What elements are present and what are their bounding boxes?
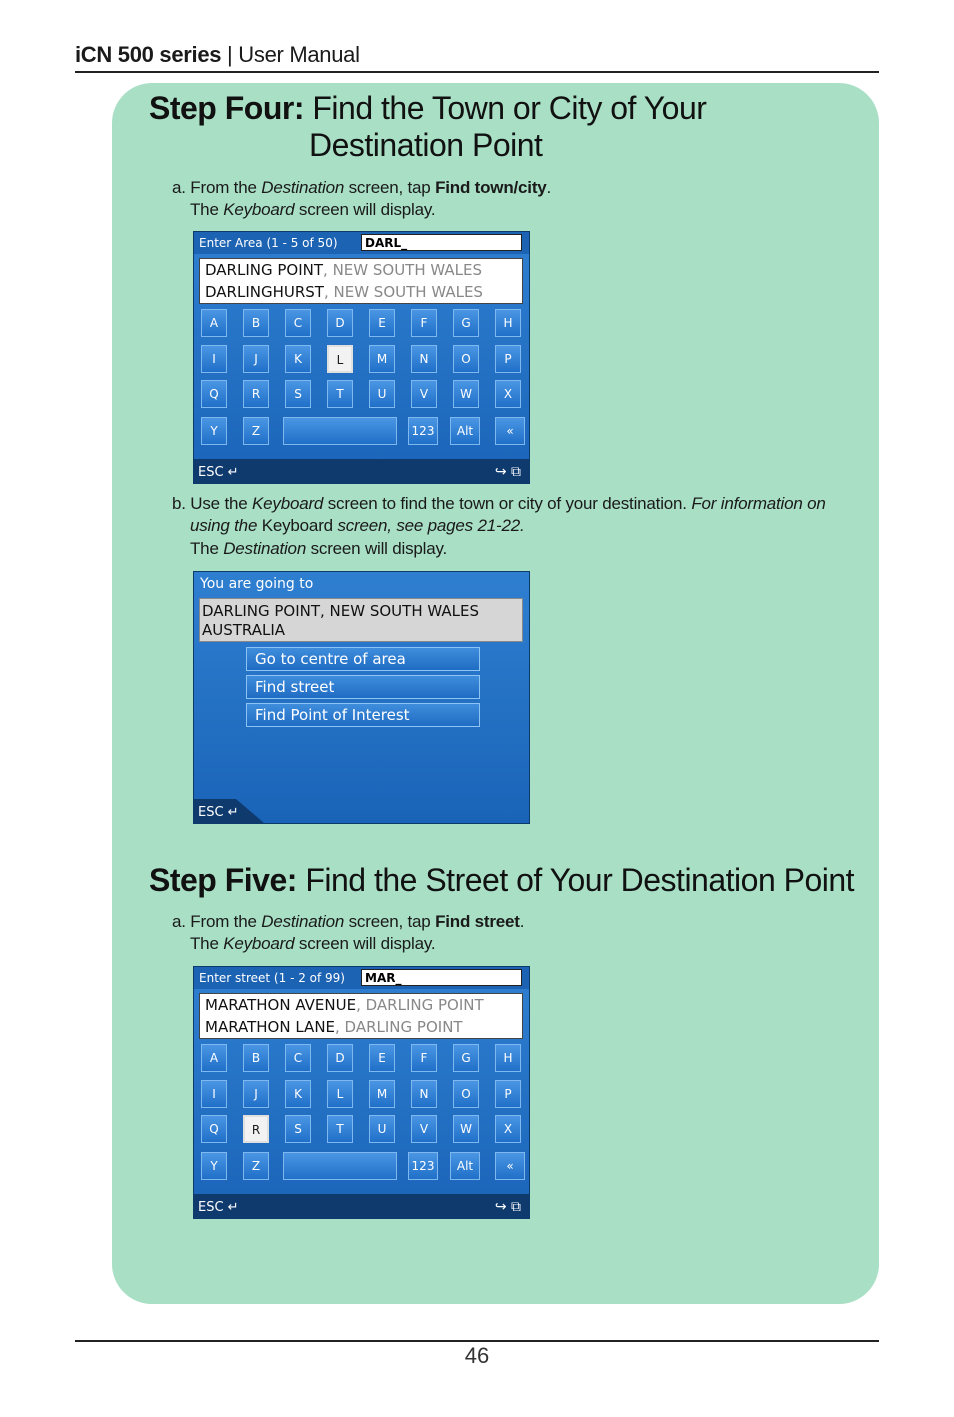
keyboard-bottombar bbox=[194, 1194, 529, 1218]
text: screen, tap bbox=[344, 912, 436, 931]
key-d[interactable]: D bbox=[327, 309, 353, 337]
key-z[interactable]: Z bbox=[243, 417, 269, 445]
list-item[interactable] bbox=[205, 1018, 463, 1036]
text: Keyboard bbox=[261, 516, 333, 535]
key-a[interactable]: A bbox=[201, 1044, 227, 1072]
key-w[interactable]: W bbox=[453, 380, 479, 408]
step-five-label: Step Five: bbox=[149, 862, 297, 898]
page-number: 46 bbox=[464, 1343, 490, 1368]
text: . bbox=[519, 912, 525, 931]
key-c[interactable]: C bbox=[285, 309, 311, 337]
address-line-2: AUSTRALIA bbox=[202, 621, 286, 639]
text: b. Use the bbox=[172, 494, 253, 513]
key-m[interactable]: M bbox=[369, 345, 395, 373]
list-item[interactable] bbox=[205, 261, 482, 279]
key-v[interactable]: V bbox=[411, 380, 437, 408]
text: The bbox=[190, 539, 224, 558]
text: screen will display. bbox=[294, 200, 436, 219]
key-d[interactable]: D bbox=[327, 1044, 353, 1072]
text: screen will display. bbox=[306, 539, 448, 558]
step-five-instruction-a2 bbox=[190, 933, 435, 955]
key-j[interactable]: J bbox=[243, 345, 269, 373]
screen-name: Keyboard bbox=[252, 494, 324, 513]
text: using the bbox=[190, 516, 262, 535]
text: a. From the bbox=[172, 178, 262, 197]
keyboard-bottombar bbox=[194, 459, 529, 483]
key-x[interactable]: X bbox=[495, 380, 521, 408]
button-name: Find town/city bbox=[435, 178, 547, 197]
text: For information on bbox=[691, 494, 826, 513]
item-sub: , DARLING POINT bbox=[356, 996, 484, 1014]
key-y[interactable]: Y bbox=[201, 417, 227, 445]
key-y[interactable]: Y bbox=[201, 1152, 227, 1180]
text: screen, see pages 21-22. bbox=[332, 516, 525, 535]
step-four-title bbox=[149, 90, 706, 127]
keyboard-screen-area bbox=[193, 231, 530, 484]
key-f[interactable]: F bbox=[411, 1044, 437, 1072]
space-key[interactable] bbox=[283, 417, 397, 445]
destination-screen bbox=[193, 571, 530, 824]
key-g[interactable]: G bbox=[453, 309, 479, 337]
item-main: MARATHON LANE bbox=[205, 1018, 336, 1036]
key-e[interactable]: E bbox=[369, 309, 395, 337]
item-sub: , NEW SOUTH WALES bbox=[323, 283, 483, 301]
text: screen, tap bbox=[344, 178, 436, 197]
text: . bbox=[546, 178, 552, 197]
key-l[interactable]: L bbox=[327, 1080, 353, 1108]
key-x[interactable]: X bbox=[495, 1115, 521, 1143]
list-item[interactable] bbox=[205, 283, 483, 301]
key-k[interactable]: K bbox=[285, 1080, 311, 1108]
item-main: MARATHON AVENUE bbox=[205, 996, 357, 1014]
key-q[interactable]: Q bbox=[201, 380, 227, 408]
esc-button[interactable]: ESC ↵ bbox=[198, 1200, 239, 1215]
key-123[interactable]: 123 bbox=[408, 1152, 438, 1180]
key-l[interactable]: L bbox=[327, 345, 353, 373]
screen-name: Keyboard bbox=[223, 934, 295, 953]
key-s[interactable]: S bbox=[285, 1115, 311, 1143]
key-b[interactable]: B bbox=[243, 309, 269, 337]
header-separator: | bbox=[221, 42, 239, 67]
keyboard-label: Enter Area (1 - 5 of 50) bbox=[199, 236, 338, 250]
backspace-key[interactable]: « bbox=[495, 1152, 525, 1180]
esc-button[interactable]: ESC ↵ bbox=[198, 465, 239, 480]
go-to-centre-button[interactable]: Go to centre of area bbox=[246, 647, 480, 671]
key-e[interactable]: E bbox=[369, 1044, 395, 1072]
key-b[interactable]: B bbox=[243, 1044, 269, 1072]
key-f[interactable]: F bbox=[411, 309, 437, 337]
key-s[interactable]: S bbox=[285, 380, 311, 408]
key-h[interactable]: H bbox=[495, 309, 521, 337]
step-four-title-line2: Destination Point bbox=[309, 127, 543, 163]
step-four-instruction-b2 bbox=[190, 515, 525, 537]
product-name: iCN 500 series bbox=[75, 42, 222, 67]
step-five-title bbox=[149, 862, 854, 899]
key-r[interactable]: R bbox=[243, 1115, 269, 1143]
list-item[interactable] bbox=[205, 996, 484, 1014]
keyboard-input[interactable]: DARL_ bbox=[361, 234, 522, 251]
text: screen will display. bbox=[294, 934, 436, 953]
key-alt[interactable]: Alt bbox=[450, 417, 480, 445]
key-o[interactable]: O bbox=[453, 345, 479, 373]
footer-rule bbox=[75, 1340, 879, 1342]
find-poi-button[interactable]: Find Point of Interest bbox=[246, 703, 480, 727]
item-main: DARLING POINT bbox=[205, 261, 324, 279]
key-v[interactable]: V bbox=[411, 1115, 437, 1143]
key-n[interactable]: N bbox=[411, 1080, 437, 1108]
key-t[interactable]: T bbox=[327, 1115, 353, 1143]
item-sub: , NEW SOUTH WALES bbox=[323, 261, 483, 279]
space-key[interactable] bbox=[283, 1152, 397, 1180]
key-c[interactable]: C bbox=[285, 1044, 311, 1072]
step-four-title-text: Find the Town or City of Your bbox=[303, 90, 707, 126]
text: screen to find the town or city of your destination. bbox=[323, 494, 692, 513]
key-r[interactable]: R bbox=[243, 380, 269, 408]
step-five-title-text: Find the Street of Your Destination Point bbox=[296, 862, 855, 898]
next-icon[interactable]: ↪ ⧉ bbox=[494, 464, 521, 480]
key-j[interactable]: J bbox=[243, 1080, 269, 1108]
results-list bbox=[199, 993, 523, 1039]
step-five-instruction-a bbox=[172, 911, 524, 933]
step-four-instruction-b3 bbox=[190, 538, 447, 560]
keyboard-input[interactable]: MAR_ bbox=[361, 969, 522, 986]
key-o[interactable]: O bbox=[453, 1080, 479, 1108]
key-u[interactable]: U bbox=[369, 1115, 395, 1143]
key-h[interactable]: H bbox=[495, 1044, 521, 1072]
page-header bbox=[75, 42, 360, 68]
keyboard-screen-street bbox=[193, 966, 530, 1219]
key-g[interactable]: G bbox=[453, 1044, 479, 1072]
screen-name: Destination bbox=[261, 912, 345, 931]
text: The bbox=[190, 200, 224, 219]
key-m[interactable]: M bbox=[369, 1080, 395, 1108]
key-i[interactable]: I bbox=[201, 1080, 227, 1108]
key-w[interactable]: W bbox=[453, 1115, 479, 1143]
screen-name: Keyboard bbox=[223, 200, 295, 219]
item-main: DARLINGHURST bbox=[205, 283, 324, 301]
key-t[interactable]: T bbox=[327, 380, 353, 408]
destination-heading: You are going to bbox=[200, 576, 314, 592]
screen-name: Destination bbox=[223, 539, 307, 558]
header-rule bbox=[75, 71, 879, 73]
doc-title: User Manual bbox=[238, 42, 360, 67]
screen-name: Destination bbox=[261, 178, 345, 197]
text: The bbox=[190, 934, 224, 953]
step-four-instruction-a bbox=[172, 177, 551, 199]
key-z[interactable]: Z bbox=[243, 1152, 269, 1180]
key-i[interactable]: I bbox=[201, 345, 227, 373]
text: a. From the bbox=[172, 912, 262, 931]
key-a[interactable]: A bbox=[201, 309, 227, 337]
item-sub: , DARLING POINT bbox=[335, 1018, 463, 1036]
find-street-button[interactable]: Find street bbox=[246, 675, 480, 699]
step-four-label: Step Four: bbox=[149, 90, 304, 126]
key-p[interactable]: P bbox=[495, 1080, 521, 1108]
key-123[interactable]: 123 bbox=[408, 417, 438, 445]
step-four-instruction-a2 bbox=[190, 199, 435, 221]
key-p[interactable]: P bbox=[495, 345, 521, 373]
address-line-1: DARLING POINT, NEW SOUTH WALES bbox=[202, 602, 480, 620]
esc-button[interactable]: ESC ↵ bbox=[198, 805, 239, 820]
key-n[interactable]: N bbox=[411, 345, 437, 373]
results-list bbox=[199, 258, 523, 304]
backspace-key[interactable]: « bbox=[495, 417, 525, 445]
button-name: Find street bbox=[435, 912, 520, 931]
key-u[interactable]: U bbox=[369, 380, 395, 408]
key-q[interactable]: Q bbox=[201, 1115, 227, 1143]
keyboard-label: Enter street (1 - 2 of 99) bbox=[199, 971, 345, 985]
key-alt[interactable]: Alt bbox=[450, 1152, 480, 1180]
key-k[interactable]: K bbox=[285, 345, 311, 373]
next-icon[interactable]: ↪ ⧉ bbox=[494, 1199, 521, 1215]
destination-address bbox=[199, 598, 523, 642]
step-four-instruction-b bbox=[172, 493, 826, 515]
